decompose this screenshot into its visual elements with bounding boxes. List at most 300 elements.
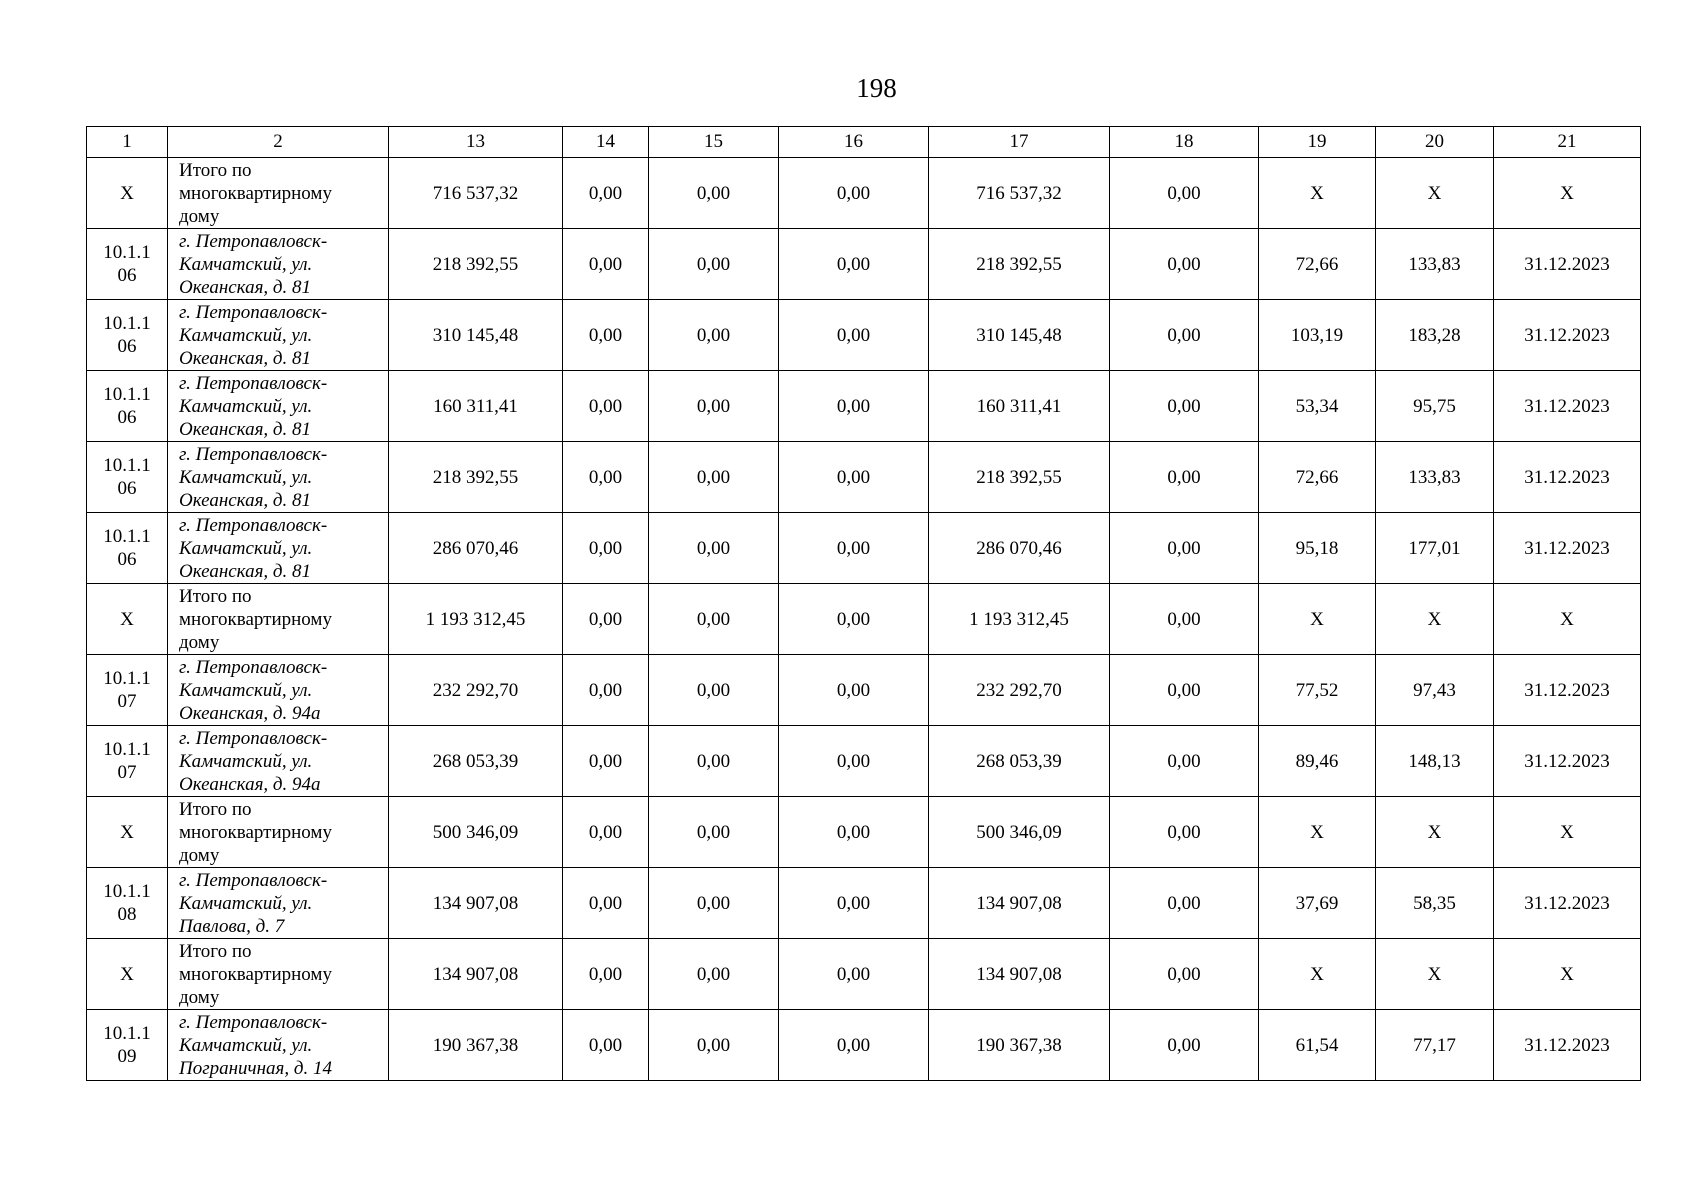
- column-header: 20: [1376, 127, 1494, 158]
- col-20-text: 97,43: [1413, 679, 1456, 701]
- col-21-text: 31.12.2023: [1524, 679, 1610, 701]
- col-15-cell: [649, 229, 779, 300]
- col-21-text: Х: [1560, 821, 1574, 843]
- col-20-text: 95,75: [1413, 395, 1456, 417]
- col-16-cell: [779, 300, 929, 371]
- col-14-text: 0,00: [588, 679, 623, 701]
- col-19-cell: [1259, 939, 1376, 1010]
- row-code-text: 10.1.1 09: [103, 1023, 151, 1067]
- col-20-text: 77,17: [1413, 1034, 1456, 1056]
- row-code-cell: [87, 300, 168, 371]
- col-14-cell: [563, 726, 649, 797]
- col-18-text: 0,00: [1167, 253, 1201, 275]
- col-13-cell: [389, 371, 563, 442]
- column-header: 1: [87, 127, 168, 158]
- col-17-cell: [929, 371, 1110, 442]
- col-20-cell: [1376, 158, 1494, 229]
- total-row: [87, 584, 1641, 655]
- col-21-cell: [1494, 1010, 1641, 1081]
- address-cell: [168, 229, 389, 300]
- col-19-cell: [1259, 158, 1376, 229]
- address-cell: [168, 797, 389, 868]
- column-header: 21: [1494, 127, 1641, 158]
- col-15-text: 0,00: [696, 608, 731, 630]
- address-cell: [168, 655, 389, 726]
- col-14-text: 0,00: [588, 466, 623, 488]
- col-20-cell: [1376, 300, 1494, 371]
- row-code-cell: [87, 158, 168, 229]
- col-16-text: 0,00: [836, 679, 871, 701]
- address-text: Итого по многоквартирному дому: [179, 585, 332, 653]
- col-18-text: 0,00: [1167, 395, 1201, 417]
- row-code-text: Х: [120, 963, 134, 985]
- col-17-text: 134 907,08: [976, 963, 1062, 985]
- row-code-text: Х: [120, 608, 134, 630]
- col-16-cell: [779, 797, 929, 868]
- address-cell: [168, 939, 389, 1010]
- col-16-text: 0,00: [836, 608, 871, 630]
- col-21-cell: [1494, 584, 1641, 655]
- col-14-text: 0,00: [588, 1034, 623, 1056]
- col-15-cell: [649, 1010, 779, 1081]
- address-cell: [168, 371, 389, 442]
- col-14-cell: [563, 158, 649, 229]
- col-14-text: 0,00: [588, 750, 623, 772]
- col-14-cell: [563, 300, 649, 371]
- column-header: 17: [929, 127, 1110, 158]
- col-21-text: 31.12.2023: [1524, 466, 1610, 488]
- row-code-text: 10.1.1 06: [103, 242, 151, 286]
- row-code-cell: [87, 797, 168, 868]
- col-13-text: 500 346,09: [432, 821, 519, 843]
- row-code-cell: [87, 1010, 168, 1081]
- col-15-text: 0,00: [696, 182, 731, 204]
- col-13-text: 310 145,48: [432, 324, 519, 346]
- col-21-cell: [1494, 371, 1641, 442]
- row-code-cell: [87, 726, 168, 797]
- col-15-text: 0,00: [696, 963, 731, 985]
- col-18-cell: [1110, 1010, 1259, 1081]
- col-14-text: 0,00: [588, 537, 623, 559]
- col-17-cell: [929, 939, 1110, 1010]
- col-15-text: 0,00: [696, 466, 731, 488]
- col-18-text: 0,00: [1167, 963, 1201, 985]
- col-16-text: 0,00: [836, 750, 871, 772]
- address-text: г. Петропавловск- Камчатский, ул. Океанская, д. 81: [179, 514, 328, 582]
- col-20-cell: [1376, 1010, 1494, 1081]
- row-code-cell: [87, 371, 168, 442]
- col-14-cell: [563, 868, 649, 939]
- col-13-cell: [389, 584, 563, 655]
- address-text: г. Петропавловск- Камчатский, ул. Океанская, д. 81: [179, 372, 328, 440]
- col-19-cell: [1259, 655, 1376, 726]
- col-18-text: 0,00: [1167, 608, 1201, 630]
- table-row: [87, 726, 1641, 797]
- col-17-cell: [929, 797, 1110, 868]
- col-19-cell: [1259, 726, 1376, 797]
- total-row: [87, 797, 1641, 868]
- row-code-text: 10.1.1 08: [103, 881, 151, 925]
- col-18-cell: [1110, 300, 1259, 371]
- col-21-text: 31.12.2023: [1524, 1034, 1610, 1056]
- col-13-cell: [389, 513, 563, 584]
- col-21-text: Х: [1560, 182, 1574, 204]
- table-row: [87, 513, 1641, 584]
- col-21-cell: [1494, 442, 1641, 513]
- col-15-cell: [649, 868, 779, 939]
- col-18-text: 0,00: [1167, 821, 1201, 843]
- address-text: г. Петропавловск- Камчатский, ул. Океанская, д. 81: [179, 443, 328, 511]
- col-13-cell: [389, 229, 563, 300]
- col-14-cell: [563, 229, 649, 300]
- col-13-cell: [389, 300, 563, 371]
- row-code-text: 10.1.1 06: [103, 526, 151, 570]
- col-16-text: 0,00: [836, 395, 871, 417]
- col-16-cell: [779, 939, 929, 1010]
- col-21-cell: [1494, 797, 1641, 868]
- col-15-text: 0,00: [696, 1034, 731, 1056]
- col-20-cell: [1376, 371, 1494, 442]
- col-21-cell: [1494, 939, 1641, 1010]
- col-18-text: 0,00: [1167, 1034, 1201, 1056]
- row-code-text: Х: [120, 821, 134, 843]
- row-code-cell: [87, 868, 168, 939]
- col-14-cell: [563, 939, 649, 1010]
- col-16-cell: [779, 868, 929, 939]
- col-16-cell: [779, 371, 929, 442]
- col-17-cell: [929, 1010, 1110, 1081]
- col-14-text: 0,00: [588, 963, 623, 985]
- row-code-text: 10.1.1 07: [103, 668, 151, 712]
- col-14-text: 0,00: [588, 608, 623, 630]
- address-text: г. Петропавловск- Камчатский, ул. Океанская, д. 94а: [179, 727, 328, 795]
- column-header: 14: [563, 127, 649, 158]
- total-row: [87, 939, 1641, 1010]
- col-13-cell: [389, 726, 563, 797]
- col-20-text: 177,01: [1408, 537, 1461, 559]
- col-15-text: 0,00: [696, 537, 731, 559]
- col-17-text: 286 070,46: [976, 537, 1062, 559]
- col-15-cell: [649, 939, 779, 1010]
- table-row: [87, 655, 1641, 726]
- column-header: 15: [649, 127, 779, 158]
- col-17-cell: [929, 158, 1110, 229]
- col-15-cell: [649, 513, 779, 584]
- col-21-cell: [1494, 868, 1641, 939]
- col-14-cell: [563, 371, 649, 442]
- col-14-text: 0,00: [588, 395, 623, 417]
- col-16-text: 0,00: [836, 253, 871, 275]
- col-14-text: 0,00: [588, 182, 623, 204]
- col-18-text: 0,00: [1167, 182, 1201, 204]
- col-21-cell: [1494, 513, 1641, 584]
- col-19-cell: [1259, 584, 1376, 655]
- data-table: [86, 126, 1641, 1081]
- col-19-cell: [1259, 371, 1376, 442]
- address-cell: [168, 300, 389, 371]
- col-16-cell: [779, 1010, 929, 1081]
- row-code-text: 10.1.1 07: [103, 739, 151, 783]
- col-13-cell: [389, 939, 563, 1010]
- col-17-text: 716 537,32: [976, 182, 1062, 204]
- col-21-text: Х: [1560, 963, 1574, 985]
- col-16-text: 0,00: [836, 324, 871, 346]
- col-15-text: 0,00: [696, 892, 731, 914]
- col-14-cell: [563, 442, 649, 513]
- col-17-cell: [929, 442, 1110, 513]
- row-code-cell: [87, 442, 168, 513]
- col-18-text: 0,00: [1167, 324, 1201, 346]
- col-15-text: 0,00: [696, 395, 731, 417]
- col-18-text: 0,00: [1167, 750, 1201, 772]
- address-text: Итого по многоквартирному дому: [179, 798, 332, 866]
- column-header: 2: [168, 127, 389, 158]
- address-text: г. Петропавловск- Камчатский, ул. Океанская, д. 94а: [179, 656, 328, 724]
- col-20-cell: [1376, 229, 1494, 300]
- col-14-cell: [563, 513, 649, 584]
- col-15-cell: [649, 797, 779, 868]
- col-20-text: Х: [1427, 821, 1442, 843]
- col-17-cell: [929, 655, 1110, 726]
- address-cell: [168, 158, 389, 229]
- col-20-cell: [1376, 868, 1494, 939]
- col-21-cell: [1494, 655, 1641, 726]
- col-13-text: 160 311,41: [433, 395, 518, 417]
- column-header: 13: [389, 127, 563, 158]
- col-13-cell: [389, 797, 563, 868]
- col-19-cell: [1259, 300, 1376, 371]
- row-code-text: Х: [120, 182, 134, 204]
- col-17-text: 160 311,41: [976, 395, 1062, 417]
- col-16-text: 0,00: [836, 821, 871, 843]
- header-row: [87, 127, 1641, 158]
- col-13-text: 218 392,55: [432, 466, 519, 488]
- col-17-cell: [929, 229, 1110, 300]
- column-header: 16: [779, 127, 929, 158]
- total-row: [87, 158, 1641, 229]
- col-20-text: 133,83: [1408, 466, 1461, 488]
- address-text: г. Петропавловск- Камчатский, ул. Океанская, д. 81: [179, 301, 328, 369]
- col-16-text: 0,00: [836, 466, 871, 488]
- col-16-cell: [779, 726, 929, 797]
- col-16-cell: [779, 229, 929, 300]
- col-14-cell: [563, 655, 649, 726]
- table-row: [87, 868, 1641, 939]
- col-17-text: 190 367,38: [976, 1034, 1062, 1056]
- col-15-cell: [649, 655, 779, 726]
- row-code-cell: [87, 584, 168, 655]
- col-18-cell: [1110, 797, 1259, 868]
- col-19-cell: [1259, 868, 1376, 939]
- col-19-cell: [1259, 513, 1376, 584]
- col-18-text: 0,00: [1167, 892, 1201, 914]
- col-21-text: 31.12.2023: [1524, 537, 1610, 559]
- col-18-cell: [1110, 868, 1259, 939]
- col-19-text: 53,34: [1295, 395, 1339, 417]
- col-18-cell: [1110, 726, 1259, 797]
- col-16-cell: [779, 442, 929, 513]
- col-14-text: 0,00: [588, 821, 623, 843]
- col-17-cell: [929, 868, 1110, 939]
- col-14-text: 0,00: [588, 324, 623, 346]
- col-19-cell: [1259, 797, 1376, 868]
- col-20-text: Х: [1427, 182, 1442, 204]
- row-code-text: 10.1.1 06: [103, 384, 151, 428]
- col-18-cell: [1110, 513, 1259, 584]
- col-15-text: 0,00: [696, 821, 731, 843]
- address-text: г. Петропавловск- Камчатский, ул. Океанская, д. 81: [179, 230, 328, 298]
- col-16-cell: [779, 158, 929, 229]
- col-14-text: 0,00: [588, 253, 623, 275]
- table-row: [87, 1010, 1641, 1081]
- address-cell: [168, 868, 389, 939]
- col-16-text: 0,00: [836, 537, 871, 559]
- col-21-cell: [1494, 229, 1641, 300]
- col-13-text: 218 392,55: [432, 253, 519, 275]
- col-19-cell: [1259, 1010, 1376, 1081]
- col-19-cell: [1259, 229, 1376, 300]
- col-13-text: 286 070,46: [432, 537, 519, 559]
- col-17-cell: [929, 726, 1110, 797]
- table-row: [87, 442, 1641, 513]
- col-15-cell: [649, 726, 779, 797]
- col-17-text: 268 053,39: [976, 750, 1062, 772]
- col-16-cell: [779, 584, 929, 655]
- col-17-text: 134 907,08: [976, 892, 1062, 914]
- row-code-text: 10.1.1 06: [103, 455, 151, 499]
- col-13-cell: [389, 1010, 563, 1081]
- col-19-text: 103,19: [1290, 324, 1344, 346]
- col-20-text: 148,13: [1408, 750, 1461, 772]
- col-16-text: 0,00: [836, 892, 871, 914]
- col-16-text: 0,00: [836, 1034, 871, 1056]
- col-21-text: 31.12.2023: [1524, 324, 1610, 346]
- col-20-cell: [1376, 726, 1494, 797]
- col-13-text: 1 193 312,45: [425, 608, 526, 630]
- col-17-text: 310 145,48: [976, 324, 1062, 346]
- table-row: [87, 371, 1641, 442]
- page-number: 198: [856, 73, 897, 103]
- col-21-cell: [1494, 300, 1641, 371]
- col-19-text: Х: [1310, 608, 1324, 630]
- col-17-cell: [929, 584, 1110, 655]
- col-20-text: 58,35: [1413, 892, 1456, 914]
- col-18-text: 0,00: [1167, 466, 1201, 488]
- col-19-text: 89,46: [1295, 750, 1339, 772]
- col-13-cell: [389, 158, 563, 229]
- address-cell: [168, 726, 389, 797]
- col-15-text: 0,00: [696, 750, 731, 772]
- col-20-cell: [1376, 442, 1494, 513]
- col-20-cell: [1376, 584, 1494, 655]
- col-21-text: 31.12.2023: [1524, 395, 1610, 417]
- col-16-cell: [779, 655, 929, 726]
- table-row: [87, 229, 1641, 300]
- col-21-cell: [1494, 726, 1641, 797]
- col-18-text: 0,00: [1167, 537, 1201, 559]
- col-15-cell: [649, 442, 779, 513]
- col-13-cell: [389, 868, 563, 939]
- col-19-text: 37,69: [1295, 892, 1339, 914]
- col-15-text: 0,00: [696, 253, 731, 275]
- col-14-cell: [563, 1010, 649, 1081]
- address-cell: [168, 442, 389, 513]
- col-20-cell: [1376, 655, 1494, 726]
- col-20-text: Х: [1427, 608, 1442, 630]
- col-15-text: 0,00: [696, 679, 731, 701]
- col-19-text: Х: [1310, 182, 1324, 204]
- col-19-cell: [1259, 442, 1376, 513]
- col-17-cell: [929, 300, 1110, 371]
- col-14-cell: [563, 584, 649, 655]
- col-15-cell: [649, 300, 779, 371]
- col-13-cell: [389, 442, 563, 513]
- col-13-text: 190 367,38: [432, 1034, 519, 1056]
- col-14-text: 0,00: [588, 892, 623, 914]
- table-row: [87, 300, 1641, 371]
- col-20-text: Х: [1427, 963, 1442, 985]
- col-19-text: 72,66: [1295, 253, 1339, 275]
- col-19-text: 95,18: [1295, 537, 1339, 559]
- col-20-cell: [1376, 939, 1494, 1010]
- col-19-text: 61,54: [1295, 1034, 1339, 1056]
- address-text: г. Петропавловск- Камчатский, ул. Пограничная, д. 14: [179, 1011, 332, 1079]
- col-13-text: 232 292,70: [432, 679, 519, 701]
- address-text: Итого по многоквартирному дому: [179, 940, 332, 1008]
- col-18-cell: [1110, 584, 1259, 655]
- col-17-text: 500 346,09: [976, 821, 1062, 843]
- col-20-text: 133,83: [1408, 253, 1461, 275]
- col-15-text: 0,00: [696, 324, 731, 346]
- col-16-text: 0,00: [836, 182, 871, 204]
- col-17-text: 232 292,70: [976, 679, 1062, 701]
- col-18-cell: [1110, 939, 1259, 1010]
- col-20-text: 183,28: [1408, 324, 1461, 346]
- row-code-cell: [87, 655, 168, 726]
- col-18-cell: [1110, 158, 1259, 229]
- col-15-cell: [649, 371, 779, 442]
- table-body: [87, 127, 1641, 1081]
- col-13-cell: [389, 655, 563, 726]
- col-18-cell: [1110, 655, 1259, 726]
- col-19-text: 72,66: [1295, 466, 1339, 488]
- address-cell: [168, 1010, 389, 1081]
- col-21-text: 31.12.2023: [1524, 750, 1610, 772]
- col-14-cell: [563, 797, 649, 868]
- address-cell: [168, 584, 389, 655]
- col-15-cell: [649, 158, 779, 229]
- col-18-cell: [1110, 229, 1259, 300]
- address-cell: [168, 513, 389, 584]
- col-13-text: 268 053,39: [432, 750, 519, 772]
- col-21-text: 31.12.2023: [1524, 892, 1610, 914]
- col-17-cell: [929, 513, 1110, 584]
- col-21-cell: [1494, 158, 1641, 229]
- address-text: Итого по многоквартирному дому: [179, 159, 332, 227]
- col-19-text: 77,52: [1295, 679, 1339, 701]
- col-20-cell: [1376, 513, 1494, 584]
- col-21-text: Х: [1560, 608, 1574, 630]
- col-16-text: 0,00: [836, 963, 871, 985]
- row-code-cell: [87, 513, 168, 584]
- column-header: 19: [1259, 127, 1376, 158]
- col-18-cell: [1110, 442, 1259, 513]
- col-16-cell: [779, 513, 929, 584]
- col-21-text: 31.12.2023: [1524, 253, 1610, 275]
- row-code-text: 10.1.1 06: [103, 313, 151, 357]
- col-20-cell: [1376, 797, 1494, 868]
- address-text: г. Петропавловск- Камчатский, ул. Павлова, д. 7: [179, 869, 328, 937]
